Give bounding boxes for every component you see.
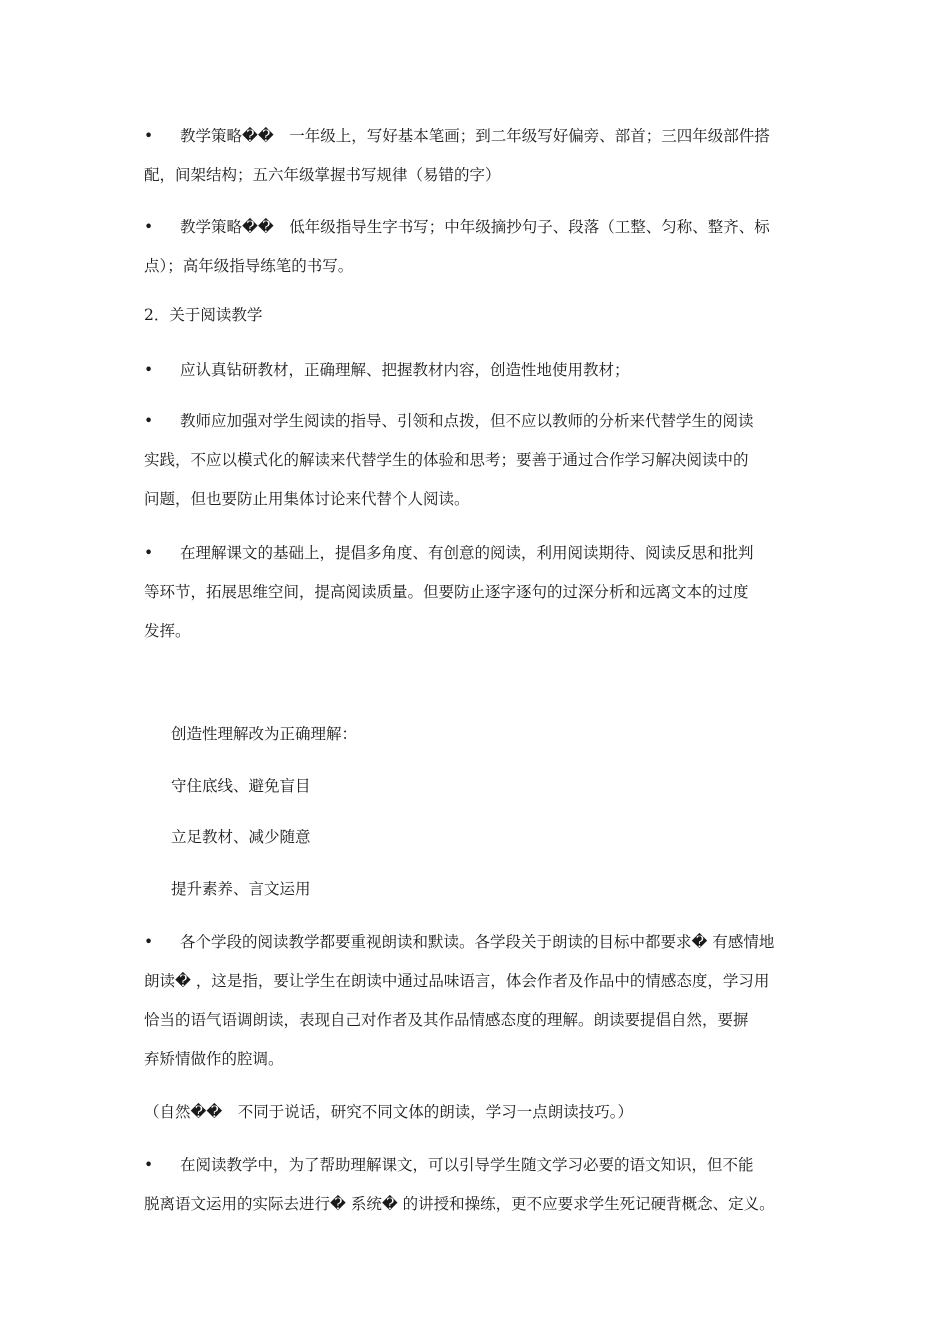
note-line: 提升素养、言文运用 xyxy=(171,880,311,898)
text-line: 朗读� ，这是指，要让学生在朗读中通过品味语言，体会作者及作品中的情感态度，学习用 xyxy=(144,972,770,990)
reading-point-1 xyxy=(144,351,806,390)
bullet-icon: • xyxy=(144,1156,154,1174)
text-line: • 教师应加强对学生阅读的指导、引领和点拨，但不应以教师的分析来代替学生的阅读 xyxy=(144,402,806,441)
reading-aloud-point xyxy=(144,923,806,1079)
text-line: 配，间架结构；五六年级掌握书写规律（易错的字） xyxy=(144,166,501,184)
bullet-icon: • xyxy=(144,933,154,951)
reading-point-3 xyxy=(144,534,806,651)
text-line: 问题，但也要防止用集体讨论来代替个人阅读。 xyxy=(144,490,470,508)
bullet-icon: • xyxy=(144,218,154,236)
bullet-icon: • xyxy=(144,412,154,430)
note-line: 创造性理解改为正确理解： xyxy=(171,725,358,743)
bullet-icon: • xyxy=(144,127,154,145)
note-line: 立足教材、减少随意 xyxy=(171,828,311,846)
text-line: • 教学策略�� 一年级上，写好基本笔画；到二年级写好偏旁、部首；三四年级部件搭 xyxy=(144,117,806,156)
text-line: • 在理解课文的基础上，提倡多角度、有创意的阅读，利用阅读期待、阅读反思和批判 xyxy=(144,534,806,573)
text-line: 脱离语文运用的实际去进行� 系统� 的讲授和操练，更不应要求学生死记硬背概念、定义。 xyxy=(144,1195,775,1213)
bullet-icon: • xyxy=(144,361,154,379)
text-line: • 教学策略�� 低年级指导生字书写；中年级摘抄句子、段落（工整、匀称、整齐、标 xyxy=(144,208,806,247)
text-line: 弃矫情做作的腔调。 xyxy=(144,1050,284,1068)
text-line: 点）；高年级指导练笔的书写。 xyxy=(144,257,354,275)
note-line: 守住底线、避免盲目 xyxy=(171,777,311,795)
bullet-icon: • xyxy=(144,544,154,562)
natural-note: （自然�� 不同于说话，研究不同文体的朗读，学习一点朗读技巧。） xyxy=(144,1103,634,1121)
text-line: 实践，不应以模式化的解读来代替学生的体验和思考；要善于通过合作学习解决阅读中的 xyxy=(144,451,749,469)
knowledge-point xyxy=(144,1146,806,1224)
text-line: 恰当的语气语调朗读，表现自己对作者及其作品情感态度的理解。朗读要提倡自然，要摒 xyxy=(144,1011,749,1029)
reading-point-2 xyxy=(144,402,806,519)
text-line: • 应认真钻研教材，正确理解、把握教材内容，创造性地使用教材； xyxy=(144,351,806,390)
writing-strategy-1 xyxy=(144,117,806,195)
text-line: 发挥。 xyxy=(144,622,191,640)
writing-strategy-2 xyxy=(144,208,806,286)
text-line: • 各个学段的阅读教学都要重视朗读和默读。各学段关于朗读的目标中都要求� 有感情地 xyxy=(144,923,806,962)
section-heading: 2．关于阅读教学 xyxy=(144,306,263,324)
text-line: 等环节，拓展思维空间，提高阅读质量。但要防止逐字逐句的过深分析和远离文本的过度 xyxy=(144,583,749,601)
text-line: • 在阅读教学中，为了帮助理解课文，可以引导学生随文学习必要的语文知识，但不能 xyxy=(144,1146,806,1185)
